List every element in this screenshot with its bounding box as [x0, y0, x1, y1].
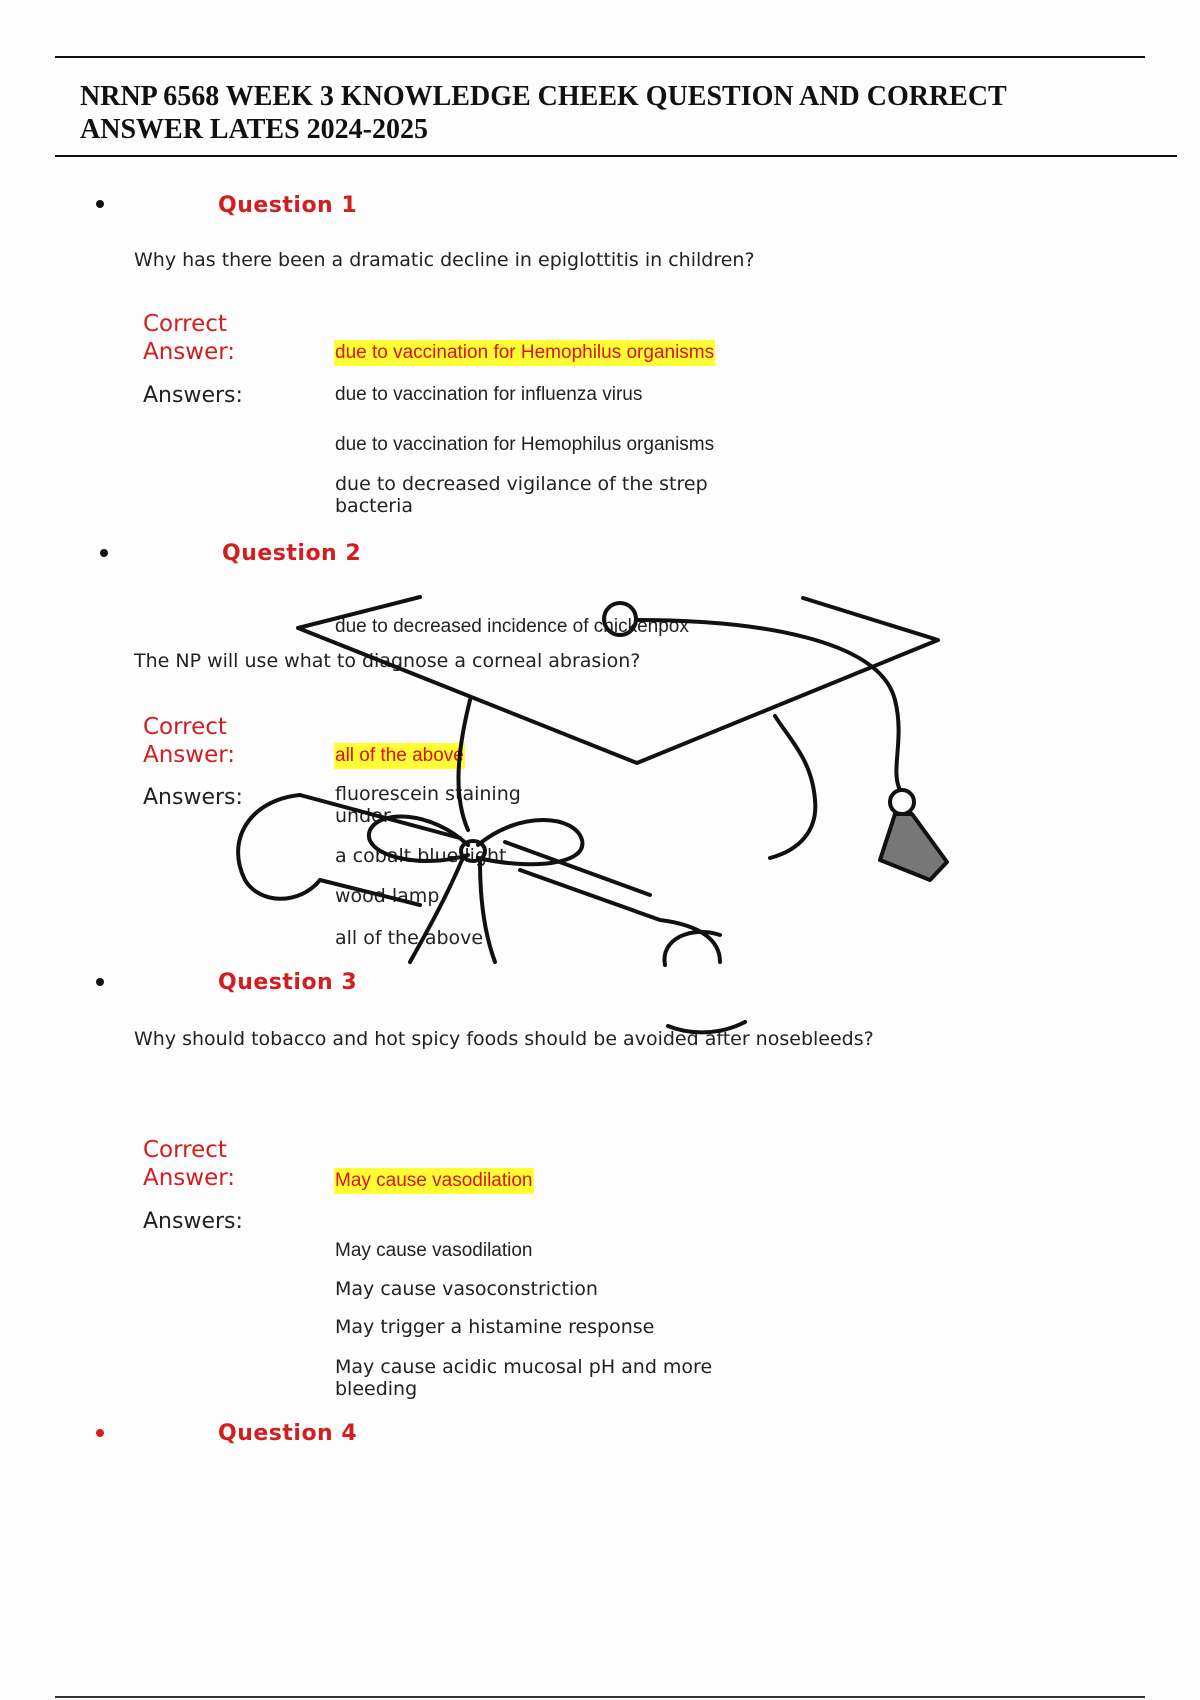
bullet [96, 1429, 104, 1437]
correct-answer-label: Correct Answer: [143, 714, 236, 768]
answer-option: all of the above [335, 927, 484, 949]
answer-option: a cobalt blue light [335, 845, 507, 867]
correct-answer-value: due to vaccination for Hemophilus organisms [334, 340, 715, 366]
question-heading: Question 2 [222, 541, 362, 566]
question-heading: Question 4 [218, 1421, 358, 1446]
answer-option: May cause acidic mucosal pH and more bleeding [335, 1356, 713, 1400]
question-text: Why should tobacco and hot spicy foods should be avoided after nosebleeds? [134, 1028, 874, 1050]
answer-option: fluorescein staining under [335, 783, 521, 827]
question-text: The NP will use what to diagnose a corneal abrasion? [134, 650, 641, 672]
question-heading: Question 1 [218, 193, 358, 218]
correct-answer-label: Correct Answer: [143, 311, 236, 365]
question-heading: Question 3 [218, 970, 358, 995]
question-text: Why has there been a dramatic decline in epiglottitis in children? [134, 249, 755, 271]
answer-option: wood lamp [335, 885, 440, 907]
answer-option: due to vaccination for influenza virus [335, 384, 643, 405]
bullet [100, 549, 108, 557]
answer-option: May trigger a histamine response [335, 1316, 655, 1338]
answer-option: due to vaccination for Hemophilus organisms [335, 434, 715, 455]
bullet [96, 200, 104, 208]
answer-option: May cause vasodilation [335, 1240, 533, 1261]
answers-label: Answers: [143, 383, 243, 408]
answers-label: Answers: [143, 1209, 243, 1234]
answer-option: May cause vasoconstriction [335, 1278, 598, 1300]
title-rule [55, 155, 1177, 157]
document-title: NRNP 6568 WEEK 3 KNOWLEDGE CHEEK QUESTION AND CORRECT ANSWER LATES 2024-2025 [80, 81, 1007, 145]
answers-label: Answers: [143, 785, 243, 810]
answer-option: due to decreased incidence of chickenpox [335, 616, 689, 637]
answer-option: due to decreased vigilance of the strep bacteria [335, 473, 708, 517]
correct-answer-value: May cause vasodilation [334, 1168, 534, 1194]
bullet [96, 978, 104, 986]
correct-answer-label: Correct Answer: [143, 1137, 236, 1191]
bottom-rule [55, 1696, 1145, 1698]
top-rule [55, 56, 1145, 58]
correct-answer-value: all of the above [334, 743, 465, 769]
